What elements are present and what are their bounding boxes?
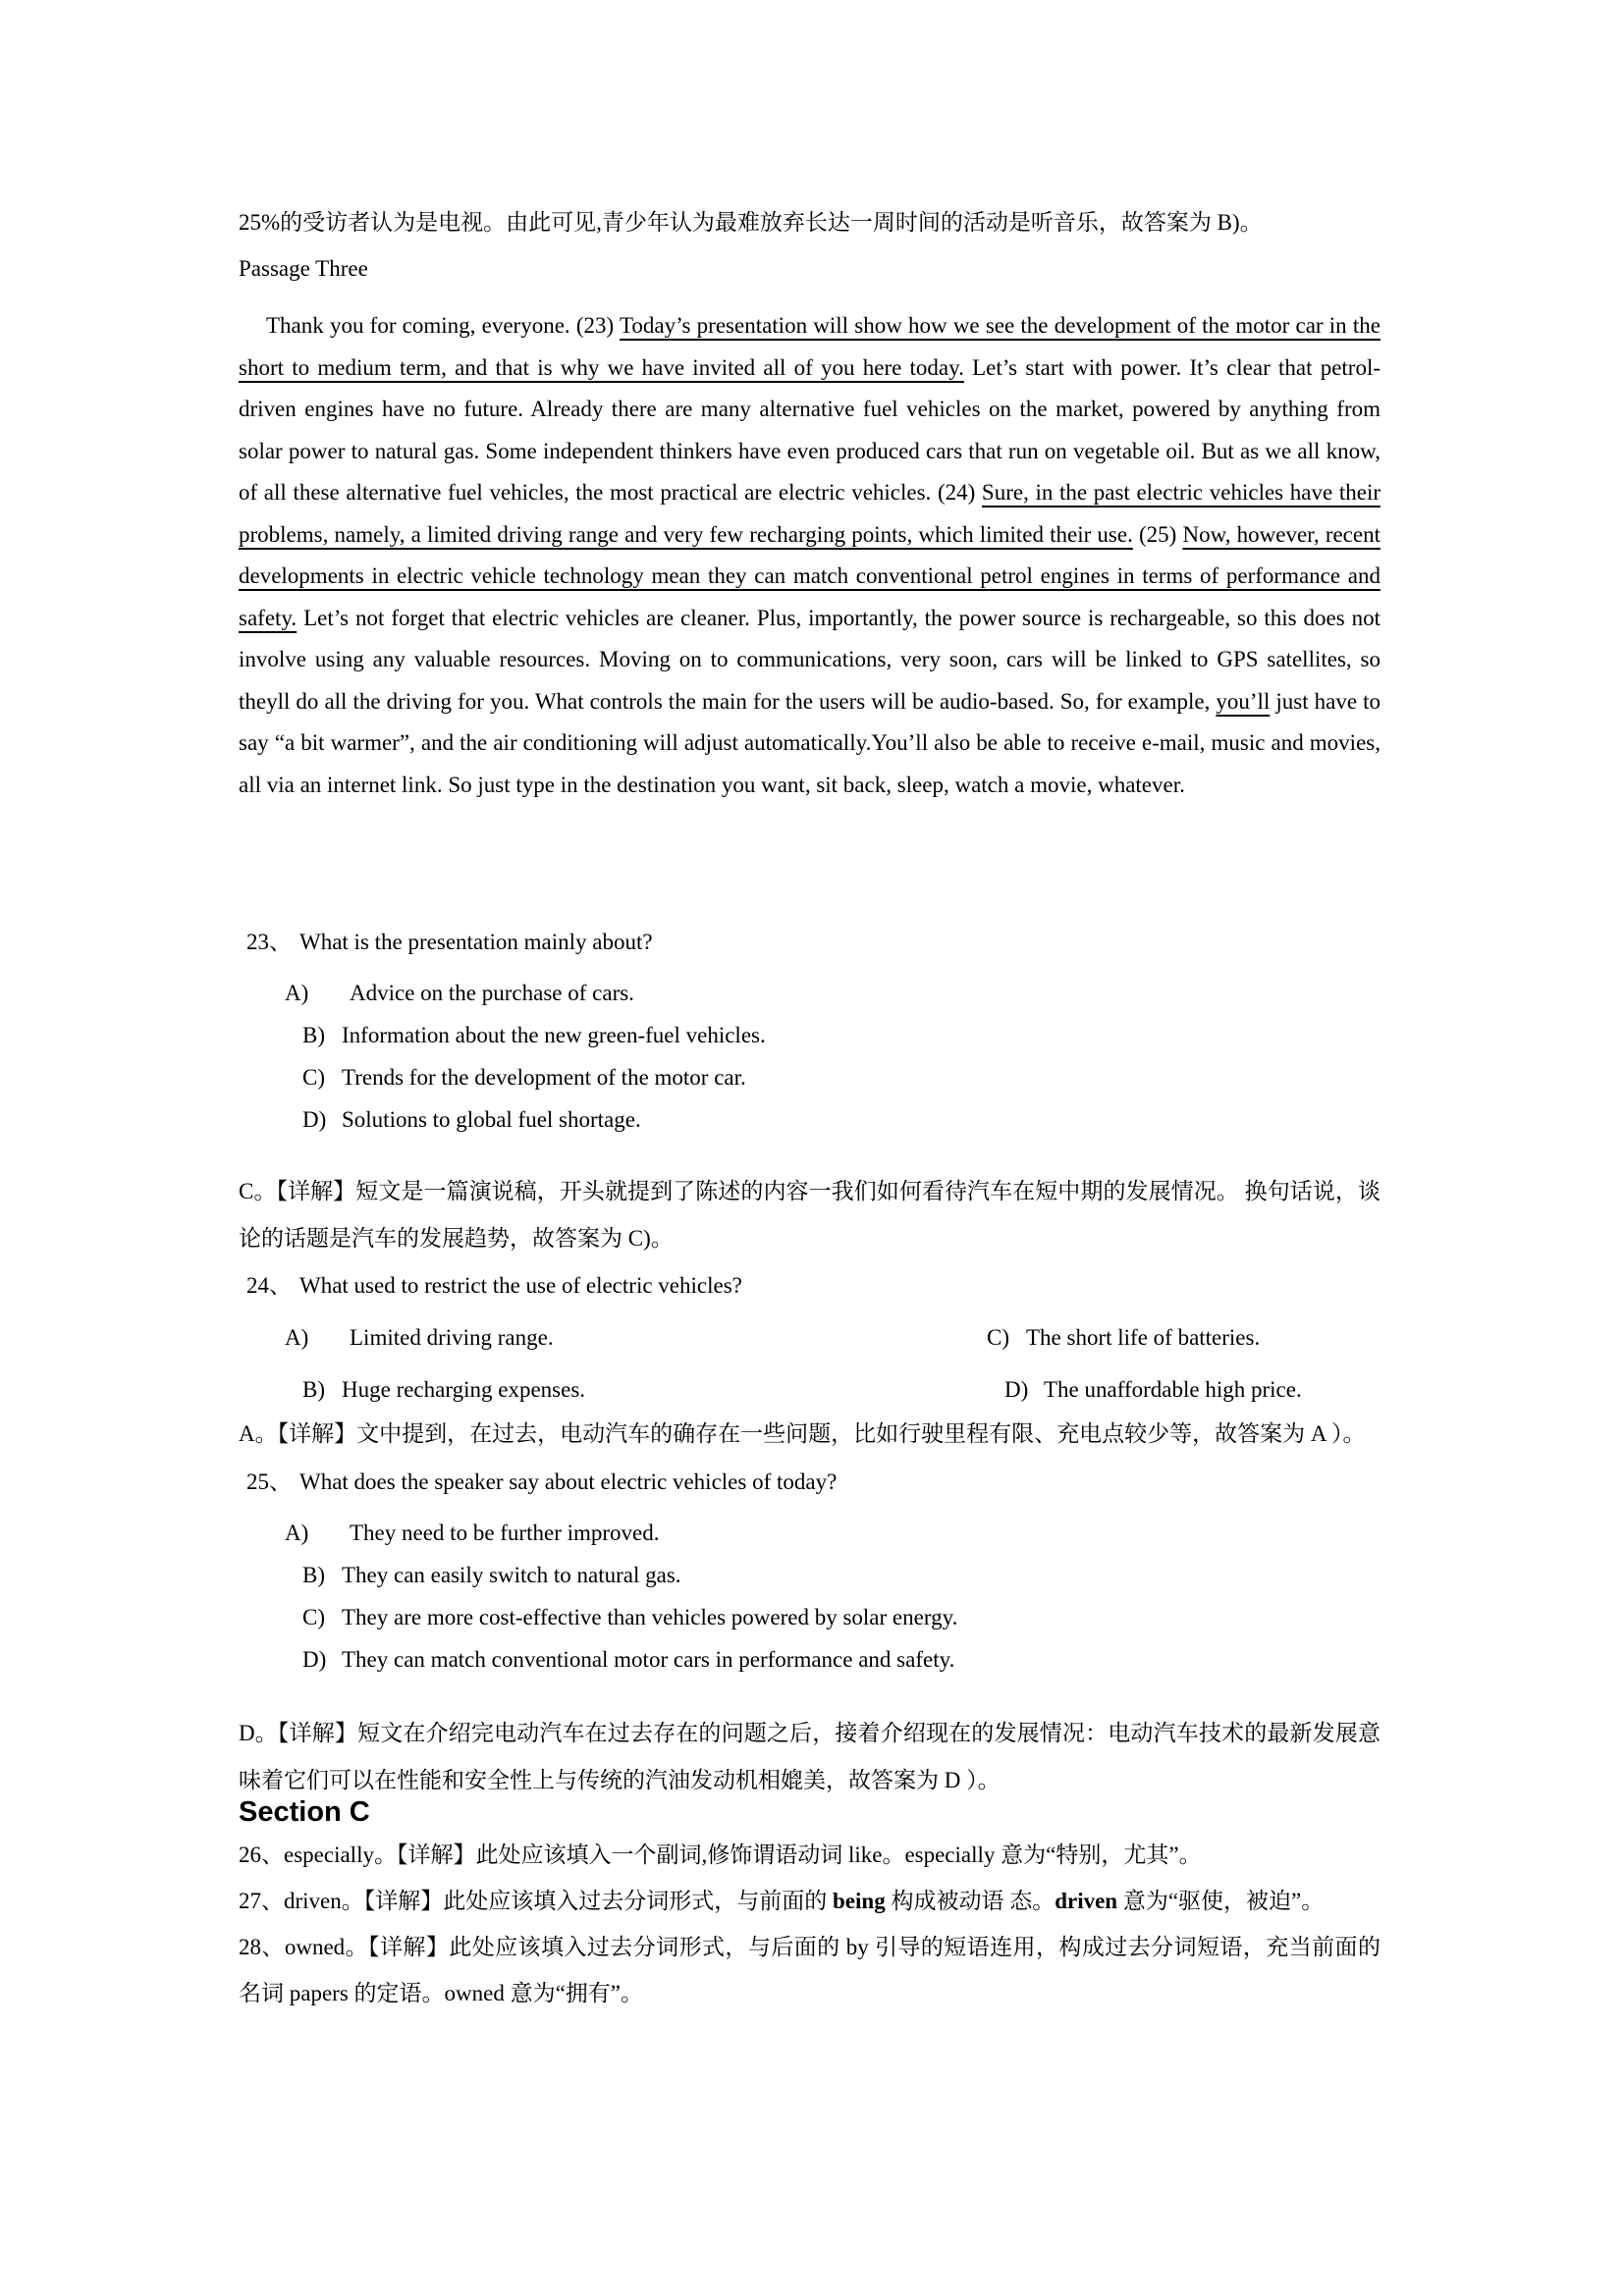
passage-title: Passage Three: [239, 256, 368, 281]
option-grid-row: [239, 1316, 1380, 1359]
text-segment: 构成被动语 态。: [885, 1889, 1056, 1913]
text-segment: 26、especially。【详解】此处应该填入一个副词,修饰谓语动词 like。especially 意为“特别，尤其”。: [239, 1842, 1202, 1867]
question-24: [239, 1264, 1380, 1411]
question-text: What is the presentation mainly about?: [299, 930, 653, 954]
option-label: B): [302, 1377, 325, 1402]
question-24-header: [239, 1264, 1380, 1307]
option-label: C): [987, 1325, 1009, 1350]
option-text: They can match conventional motor cars in performance and safety.: [342, 1647, 955, 1672]
option-text: The unaffordable high price.: [1044, 1377, 1302, 1402]
question-23-header: [239, 921, 1380, 963]
section-c-item-28: [239, 1924, 1380, 2016]
option-text: They need to be further improved.: [350, 1521, 660, 1545]
option-text: Information about the new green-fuel vehicles.: [342, 1023, 766, 1047]
option-label: D): [302, 1107, 327, 1132]
underlined-text: Now, however, recent developments in electric vehicle technology mean they can match conventional petrol engines in terms of performance and safety.: [239, 521, 1380, 630]
text-segment: (25): [1132, 521, 1183, 547]
question-number: 24、: [246, 1273, 292, 1298]
option-label: A): [285, 1521, 309, 1545]
option-grid-row: [239, 1368, 1380, 1411]
section-c-item-27: [239, 1878, 1380, 1924]
option-row: [302, 1368, 1004, 1411]
bold-text: driven: [1055, 1889, 1118, 1913]
text-segment: Thank you for coming, everyone. (23): [266, 313, 620, 338]
option-row: [987, 1316, 1380, 1359]
question-number: 23、: [246, 930, 292, 954]
option-label: B): [302, 1023, 325, 1047]
option-row: [1004, 1368, 1380, 1411]
underlined-text: Today’s presentation will show how we see the development of the motor car in the short to medium term, and that is why we have invited all of you here today.: [239, 313, 1380, 380]
section-c-heading: Section C: [239, 1796, 370, 1828]
text-segment: 27、driven。【详解】此处应该填入过去分词形式，与前面的: [239, 1889, 834, 1913]
option-text: They can easily switch to natural gas.: [342, 1563, 681, 1587]
question-23-options: [239, 972, 1380, 1141]
option-text: Huge recharging expenses.: [342, 1377, 586, 1402]
text-segment: Let’s not forget that electric vehicles are cleaner. Plus, importantly, the power source is rechargeable, so this does not involve using any valuable resources. Moving on to communications, very soon, cars will be linked to GPS satellites, so theyll do all the driving for you. What controls the main for the users will be audio-based. So, for example,: [239, 605, 1380, 714]
text-segment: Let’s start with power. It’s clear that petrol-driven engines have no future. Already there are many alternative fuel vehicles on the market, powered by anything from solar power to natural gas. Some independent thinkers have even produced cars that run on vegetable oil. But as we all know, of all these alternative fuel vehicles, the most practical are electric vehicles. (24): [239, 354, 1381, 505]
question-25-header: [239, 1461, 1380, 1503]
underlined-text: Sure, in the past electric vehicles have their problems, namely, a limited driving range and very few recharging points, which limited their use.: [239, 480, 1380, 547]
question-24-options: [239, 1316, 1380, 1411]
option-row: [285, 1316, 987, 1359]
option-row: [239, 1056, 1380, 1098]
text-segment: just have to say “a bit warmer”, and the air conditioning will adjust automatically.You’ll also be able to receive e-mail, music and movies, all via an internet link. So just type in the destination you want, sit back, sleep, watch a movie, whatever.: [239, 688, 1380, 797]
underlined-text: you’ll: [1216, 688, 1271, 714]
option-text: The short life of batteries.: [1026, 1325, 1261, 1350]
explanation-25: D。【详解】短文在介绍完电动汽车在过去存在的问题之后，接着介绍现在的发展情况：电动汽车技术的最新发展意味着它们可以在性能和安全性上与传统的汽油发动机相媲美，故答案为 D ）。: [239, 1721, 1380, 1792]
question-text: What used to restrict the use of electric vehicles?: [299, 1273, 742, 1298]
question-23: [239, 921, 1380, 1141]
text-segment: 意为“驱使，被迫”。: [1117, 1889, 1325, 1913]
option-text: They are more cost-effective than vehicles powered by solar energy.: [342, 1605, 958, 1629]
question-text: What does the speaker say about electric vehicles of today?: [299, 1469, 838, 1494]
option-row: [239, 1554, 1380, 1596]
option-label: D): [302, 1647, 327, 1672]
question-number: 25、: [246, 1469, 292, 1494]
option-row: [239, 1098, 1380, 1141]
option-label: C): [302, 1605, 325, 1629]
passage-text: [239, 305, 1380, 889]
option-label: B): [302, 1563, 325, 1587]
option-text: Trends for the development of the motor car.: [342, 1065, 746, 1090]
option-text: Solutions to global fuel shortage.: [342, 1107, 641, 1132]
explanation-23: C。【详解】短文是一篇演说稿，开头就提到了陈述的内容一我们如何看待汽车在短中期的发展情况。 换句话说，谈论的话题是汽车的发展趋势，故答案为 C)。: [239, 1179, 1380, 1251]
explanation-24: A。【详解】文中提到，在过去，电动汽车的确存在一些问题，比如行驶里程有限、充电点较少等，故答案为 A ）。: [239, 1421, 1366, 1446]
option-row: [239, 1638, 1380, 1681]
option-text: Limited driving range.: [350, 1325, 554, 1350]
option-row: [239, 1596, 1380, 1638]
option-row: [239, 1512, 1380, 1554]
section-c-item-26: [239, 1832, 1380, 1878]
question-25: [239, 1461, 1380, 1681]
option-label: A): [285, 981, 309, 1005]
question-25-options: [239, 1512, 1380, 1681]
intro-answer-line: 25%的受访者认为是电视。由此可见,青少年认为最难放弃长达一周时间的活动是听音乐，故答案为 B)。: [239, 210, 1263, 235]
bold-text: being: [833, 1889, 886, 1913]
option-label: C): [302, 1065, 325, 1090]
option-label: A): [285, 1325, 309, 1350]
option-row: [239, 1014, 1380, 1056]
option-row: [239, 972, 1380, 1014]
option-text: Advice on the purchase of cars.: [350, 981, 634, 1005]
text-segment: 28、owned。【详解】此处应该填入过去分词形式，与后面的 by 引导的短语连用，构成过去分词短语，充当前面的名词 papers 的定语。owned 意为“拥有”。: [239, 1935, 1380, 2005]
option-label: D): [1004, 1377, 1029, 1402]
